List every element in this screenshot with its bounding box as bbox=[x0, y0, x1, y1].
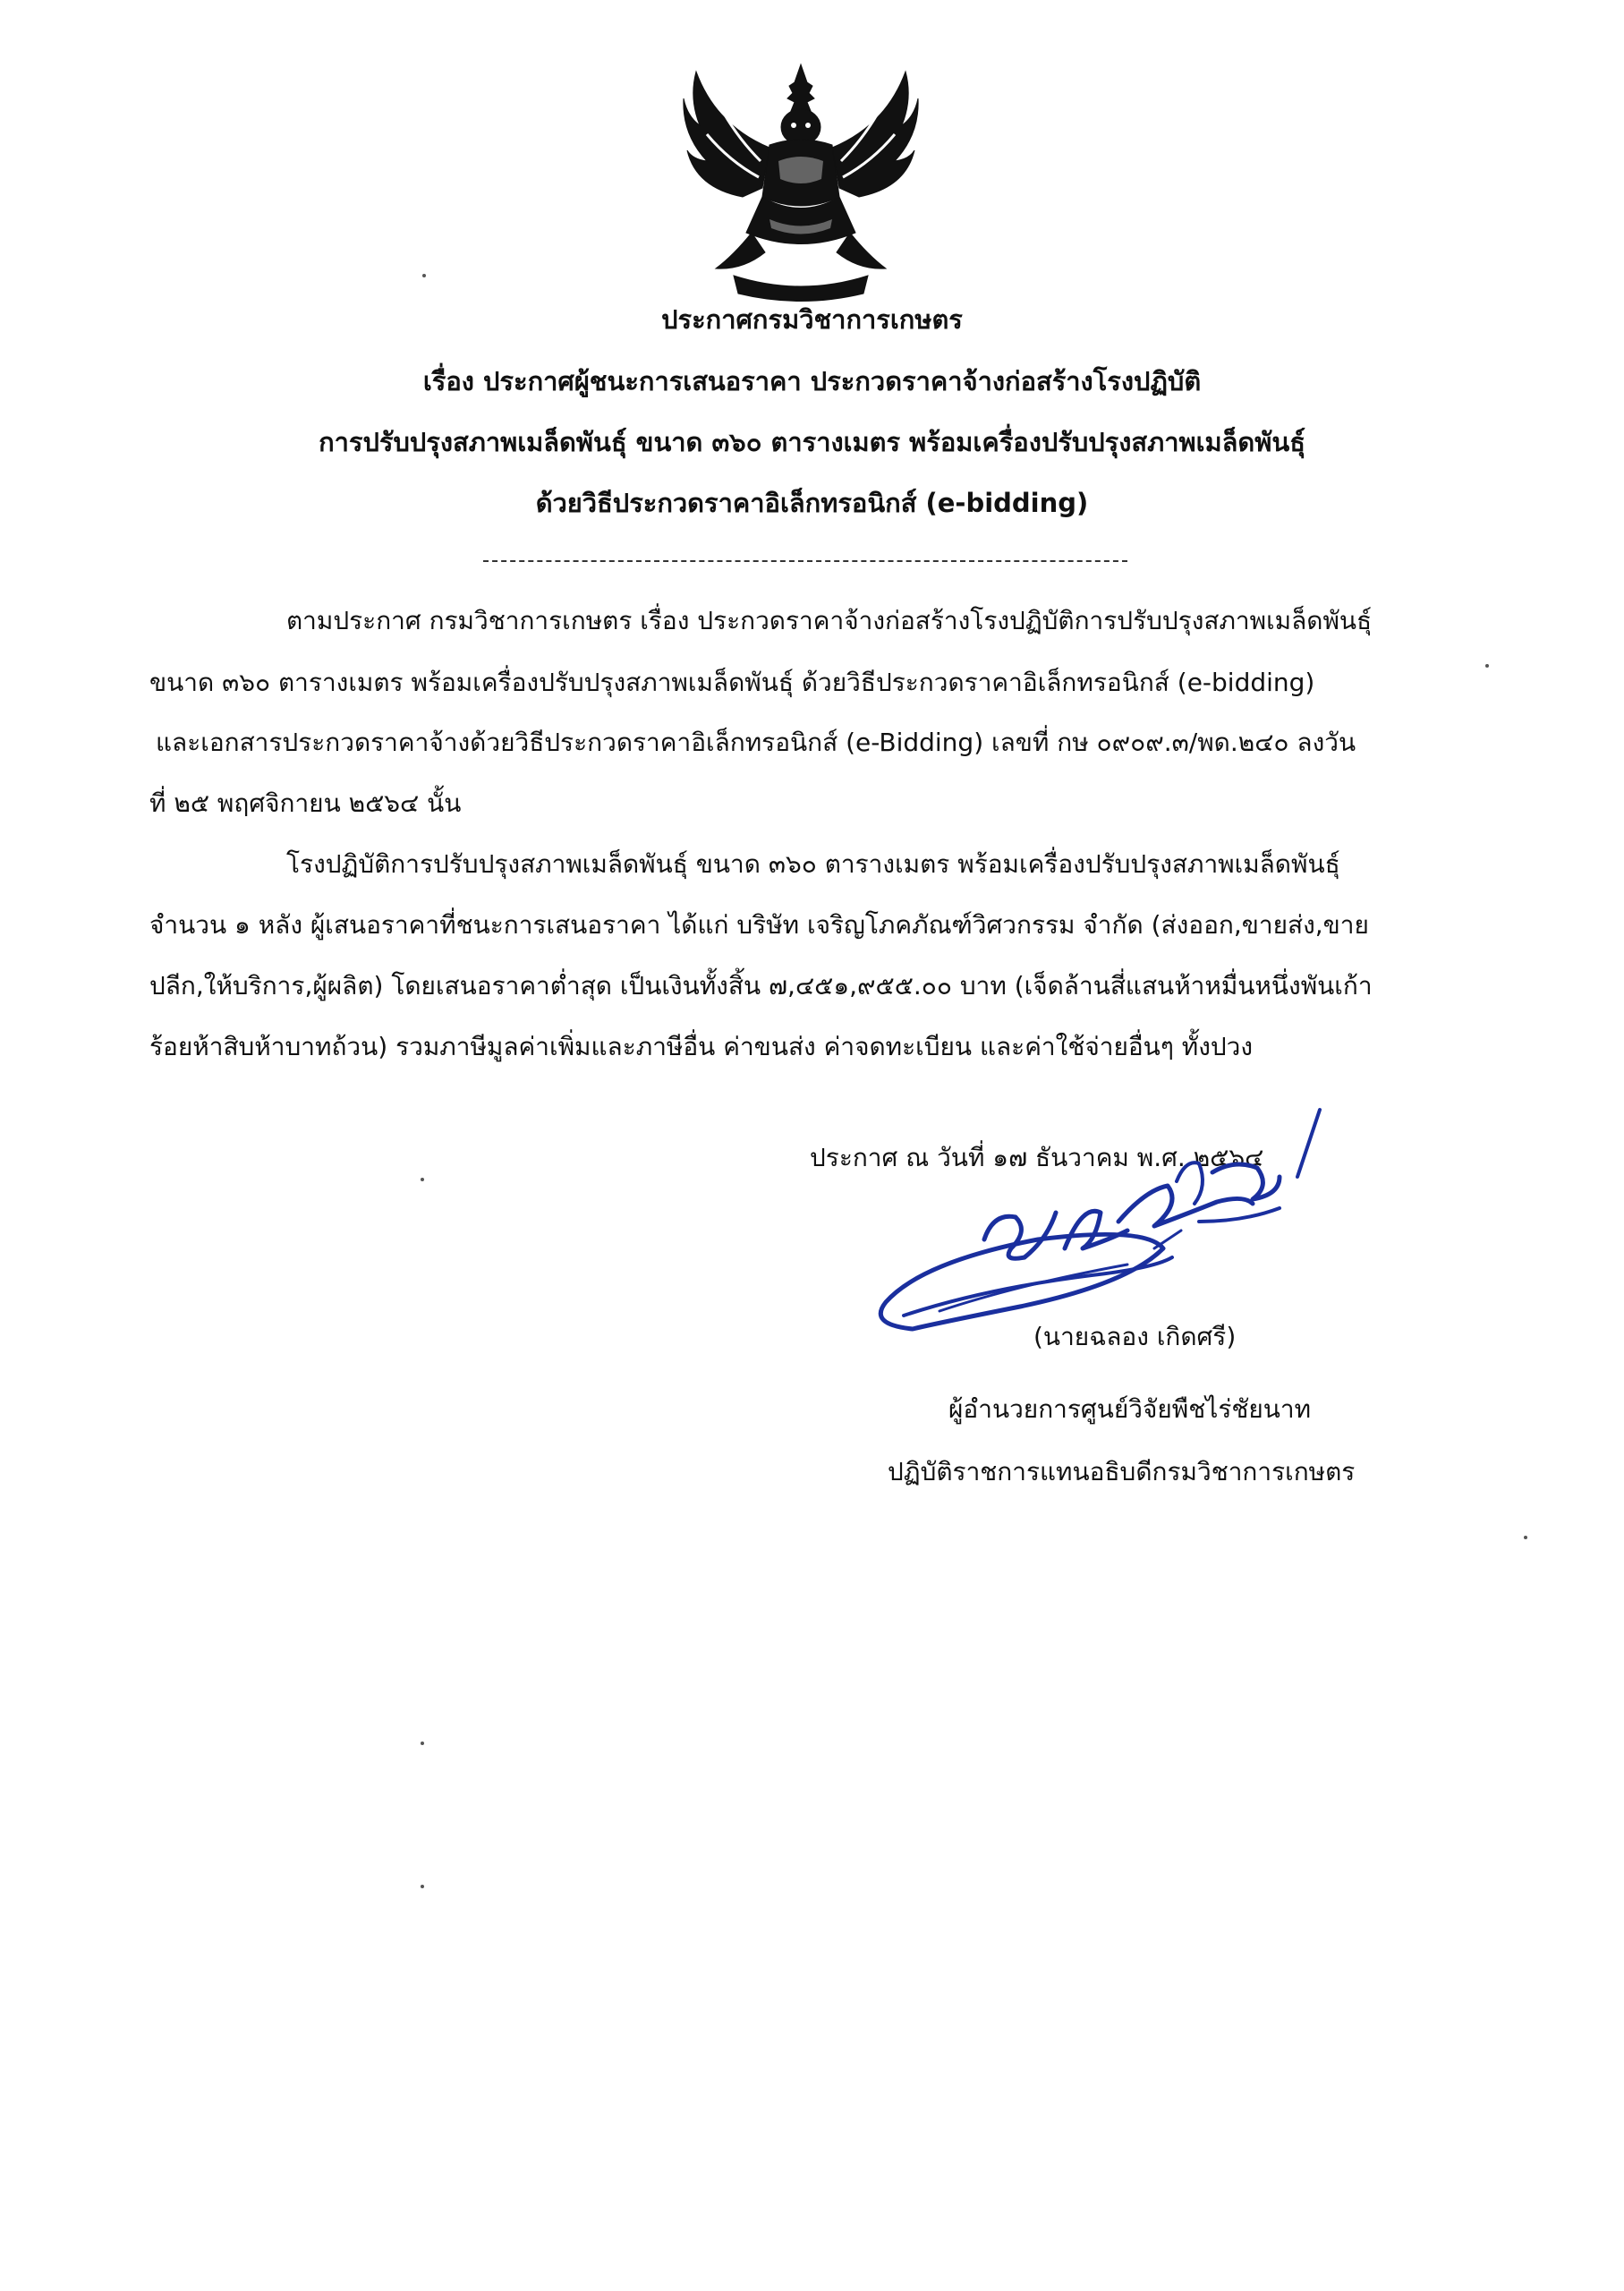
scan-speck bbox=[422, 274, 426, 277]
scan-speck bbox=[421, 1885, 424, 1888]
scan-speck bbox=[421, 1178, 424, 1181]
paragraph-1-line-3: และเอกสารประกวดราคาจ้างด้วยวิธีประกวดราคาอิเล็กทรอนิกส์ (e-Bidding) เลขที่ กษ ๐๙๐๙.๓/พด.๒๔๐ ลงวัน bbox=[156, 728, 1356, 757]
paragraph-1-line-1: ตามประกาศ กรมวิชาการเกษตร เรื่อง ประกวดราคาจ้างก่อสร้างโรงปฏิบัติการปรับปรุงสภาพเมล็ดพันธุ์ bbox=[286, 606, 1373, 635]
separator-rule bbox=[483, 560, 1127, 562]
subject-line-2: การปรับปรุงสภาพเมล็ดพันธุ์ ขนาด ๓๖๐ ตารางเมตร พร้อมเครื่องปรับปรุงสภาพเมล็ดพันธุ์ bbox=[319, 427, 1305, 457]
signatory-acting-for: ปฏิบัติราชการแทนอธิบดีกรมวิชาการเกษตร bbox=[888, 1457, 1356, 1486]
subject-line-3: ด้วยวิธีประกวดราคาอิเล็กทรอนิกส์ (e-bidding) bbox=[535, 488, 1089, 518]
announcement-date: ประกาศ ณ วันที่ ๑๗ ธันวาคม พ.ศ. ๒๕๖๔ bbox=[810, 1143, 1264, 1172]
garuda-emblem-icon bbox=[680, 63, 922, 309]
signatory-name: (นายฉลอง เกิดศรี) bbox=[1033, 1322, 1237, 1351]
paragraph-1-line-4: ที่ ๒๕ พฤศจิกายน ๒๕๖๔ นั้น bbox=[149, 788, 462, 818]
paragraph-1-line-2: ขนาด ๓๖๐ ตารางเมตร พร้อมเครื่องปรับปรุงสภาพเมล็ดพันธุ์ ด้วยวิธีประกวดราคาอิเล็กทรอนิกส์ (e-bidding) bbox=[149, 668, 1315, 697]
scan-speck bbox=[1485, 664, 1489, 668]
paragraph-2-line-1: โรงปฏิบัติการปรับปรุงสภาพเมล็ดพันธุ์ ขนาด ๓๖๐ ตารางเมตร พร้อมเครื่องปรับปรุงสภาพเมล็ดพันธุ์ bbox=[286, 849, 1340, 879]
signatory-position: ผู้อำนวยการศูนย์วิจัยพืชไร่ชัยนาท bbox=[948, 1394, 1312, 1424]
paragraph-2-line-2: จำนวน ๑ หลัง ผู้เสนอราคาที่ชนะการเสนอราคา ได้แก่ บริษัท เจริญโภคภัณฑ์วิศวกรรม จำกัด (ส่งออก,ขายส่ง,ขาย bbox=[149, 910, 1369, 940]
scan-speck bbox=[1524, 1536, 1527, 1539]
paragraph-2-line-3: ปลีก,ให้บริการ,ผู้ผลิต) โดยเสนอราคาต่ำสุด เป็นเงินทั้งสิ้น ๗,๔๕๑,๙๕๕.๐๐ บาท (เจ็ดล้านสี่แสนห้าหมื่นหนึ่งพันเก้า bbox=[149, 971, 1373, 1001]
scan-speck bbox=[421, 1742, 424, 1745]
paragraph-2-line-4: ร้อยห้าสิบห้าบาทถ้วน) รวมภาษีมูลค่าเพิ่มและภาษีอื่น ค่าขนส่ง ค่าจดทะเบียน และค่าใช้จ่ายอื่นๆ ทั้งปวง bbox=[149, 1032, 1254, 1061]
subject-line-1: เรื่อง ประกาศผู้ชนะการเสนอราคา ประกวดราคาจ้างก่อสร้างโรงปฏิบัติ bbox=[422, 366, 1202, 396]
agency-title: ประกาศกรมวิชาการเกษตร bbox=[661, 304, 963, 335]
